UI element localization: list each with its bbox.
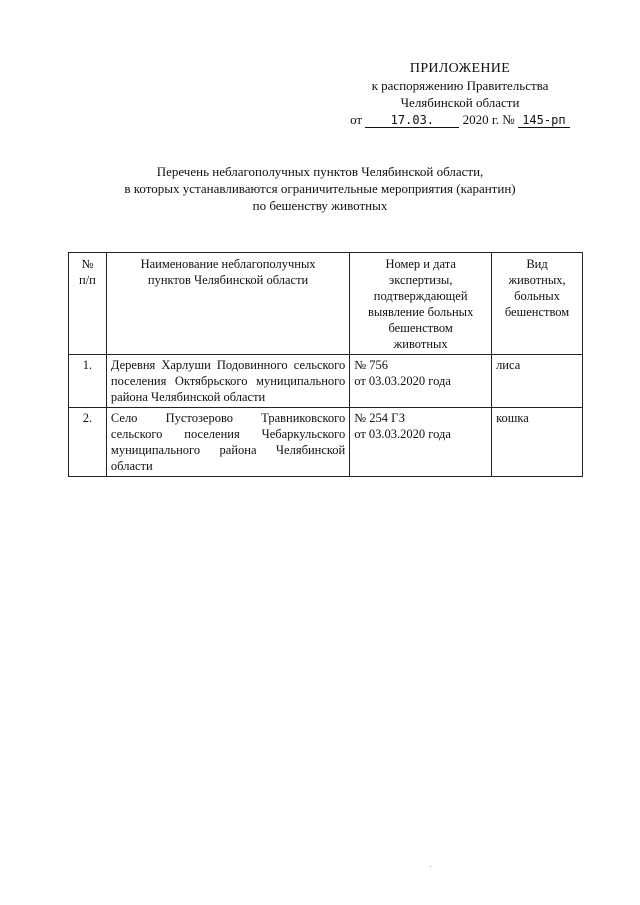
expertise-date: от 03.03.2020 года [354,374,451,388]
expertise-cell [350,408,492,477]
title-line-2: в которых устанавливаются ограничительные мероприятия (карантин) [124,181,516,196]
appendix-block [340,60,580,128]
header-animal-type: Вид животных, больных бешенством [492,253,583,355]
header-location-name: Наименование неблагополучных пунктов Челябинской области [106,253,349,355]
appendix-date-line [340,111,580,128]
expertise-date: от 03.03.2020 года [354,427,451,441]
infected-locations-table [68,252,583,477]
title-line-1: Перечень неблагополучных пунктов Челябинской области, [156,164,484,179]
title-line-3: по бешенству животных [252,198,388,213]
row-number: 2. [69,408,107,477]
decree-number: 145-рп [518,113,570,128]
date-value: 17.03. [365,113,459,128]
location-name: Деревня Харлуши Подовинного сельского поселения Октябрьского муниципального района Челябинской области [106,355,349,408]
document-title [60,163,580,214]
header-number: № п/п [69,253,107,355]
header-expertise: Номер и дата экспертизы, подтверждающей выявление больных бешенством животных [350,253,492,355]
appendix-line-1: к распоряжению Правительства [371,78,549,93]
date-prefix: от [350,112,363,127]
scan-speck [430,866,431,867]
location-name: Село Пустозерово Травниковского сельского поселения Чебаркульского муниципального района Челябинской области [106,408,349,477]
expertise-number: № 254 ГЗ [354,411,405,425]
animal-type: лиса [492,355,583,408]
appendix-heading: ПРИЛОЖЕНИЕ [409,61,511,76]
expertise-cell [350,355,492,408]
expertise-number: № 756 [354,358,389,372]
table-header-row [69,253,583,355]
row-number: 1. [69,355,107,408]
table-row [69,408,583,477]
animal-type: кошка [492,408,583,477]
year-text: 2020 г. № [462,112,515,127]
table-row [69,355,583,408]
appendix-line-2: Челябинской области [400,95,520,110]
